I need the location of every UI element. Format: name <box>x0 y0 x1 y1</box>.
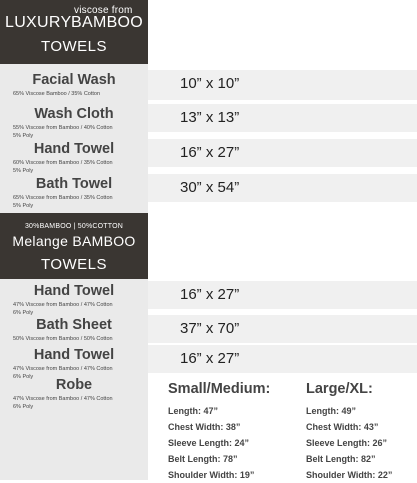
robe-large-xl-title: Large/XL: <box>306 381 373 397</box>
melange-label: Melange BAMBOO <box>12 233 136 249</box>
product-composition: 6% Poly <box>13 309 34 316</box>
product-composition: 5% Poly <box>13 202 34 209</box>
product-name: Hand Towel <box>33 347 115 363</box>
product-composition: 5% Poly <box>13 132 34 139</box>
size-cell <box>148 70 417 100</box>
viscose-from-label: viscose from <box>74 5 133 16</box>
product-name: Bath Towel <box>35 176 113 192</box>
product-composition: 60% Viscose from Bamboo / 35% Cotton <box>13 160 113 166</box>
robe-sm-belt: Belt Length: 78” <box>168 454 238 464</box>
size-cell <box>148 315 417 343</box>
product-name: Robe <box>55 377 93 393</box>
robe-xl-chest: Chest Width: 43” <box>306 422 379 432</box>
product-size: 16” x 27” <box>180 286 240 303</box>
product-size: 13” x 13” <box>180 109 240 126</box>
product-composition: 65% Viscose Bamboo / 35% Cotton <box>13 91 101 97</box>
luxury-label: LUXURY <box>5 14 72 31</box>
robe-xl-shoulder: Shoulder Width: 22” <box>306 470 393 480</box>
robe-xl-sleeve: Sleeve Length: 26” <box>306 438 388 448</box>
robe-sm-chest: Chest Width: 38” <box>168 422 241 432</box>
blend-label: 30%BAMBOO | 50%COTTON <box>24 223 124 230</box>
product-size: 30” x 54” <box>180 179 240 196</box>
product-composition: 50% Viscose from Bamboo / 50% Cotton <box>13 336 113 342</box>
product-name: Bath Sheet <box>36 317 112 333</box>
product-size: 37” x 70” <box>180 320 240 337</box>
product-composition: 55% Viscose from Bamboo / 40% Cotton <box>13 125 113 131</box>
robe-sm-length: Length: 47” <box>168 406 219 416</box>
product-composition: 5% Poly <box>13 167 34 174</box>
product-composition: 47% Viscose from Bamboo / 47% Cotton <box>13 366 113 372</box>
size-cell <box>148 174 417 202</box>
product-name: Hand Towel <box>33 141 115 157</box>
robe-sm-sleeve: Sleeve Length: 24” <box>168 438 250 448</box>
robe-large-xl <box>306 381 392 483</box>
robe-small-medium-title: Small/Medium: <box>168 381 271 397</box>
product-composition: 47% Viscose from Bamboo / 47% Cotton <box>13 302 113 308</box>
product-composition: 6% Poly <box>13 373 34 380</box>
product-size: 10” x 10” <box>180 75 240 92</box>
melange-bamboo-header <box>0 213 148 279</box>
product-size: 16” x 27” <box>180 350 240 367</box>
size-cell <box>148 139 417 167</box>
product-composition: 47% Viscose from Bamboo / 47% Cotton <box>13 396 113 402</box>
product-name: Hand Towel <box>33 283 115 299</box>
product-size: 16” x 27” <box>180 144 240 161</box>
product-name: Facial Wash <box>32 72 116 88</box>
product-composition: 65% Viscose from Bamboo / 35% Cotton <box>13 195 113 201</box>
towels-label-2: TOWELS <box>40 256 108 273</box>
size-cell <box>148 345 417 373</box>
robe-sm-shoulder: Shoulder Width: 19” <box>168 470 255 480</box>
product-name: Wash Cloth <box>34 106 114 122</box>
size-cell <box>148 281 417 309</box>
robe-xl-length: Length: 49” <box>306 406 357 416</box>
luxury-bamboo-header <box>0 0 148 64</box>
robe-small-medium <box>168 381 270 483</box>
product-composition: 6% Poly <box>13 403 34 410</box>
bamboo-label: BAMBOO <box>71 14 144 31</box>
size-cell <box>148 104 417 132</box>
towels-label: TOWELS <box>40 38 108 55</box>
robe-xl-belt: Belt Length: 82” <box>306 454 376 464</box>
